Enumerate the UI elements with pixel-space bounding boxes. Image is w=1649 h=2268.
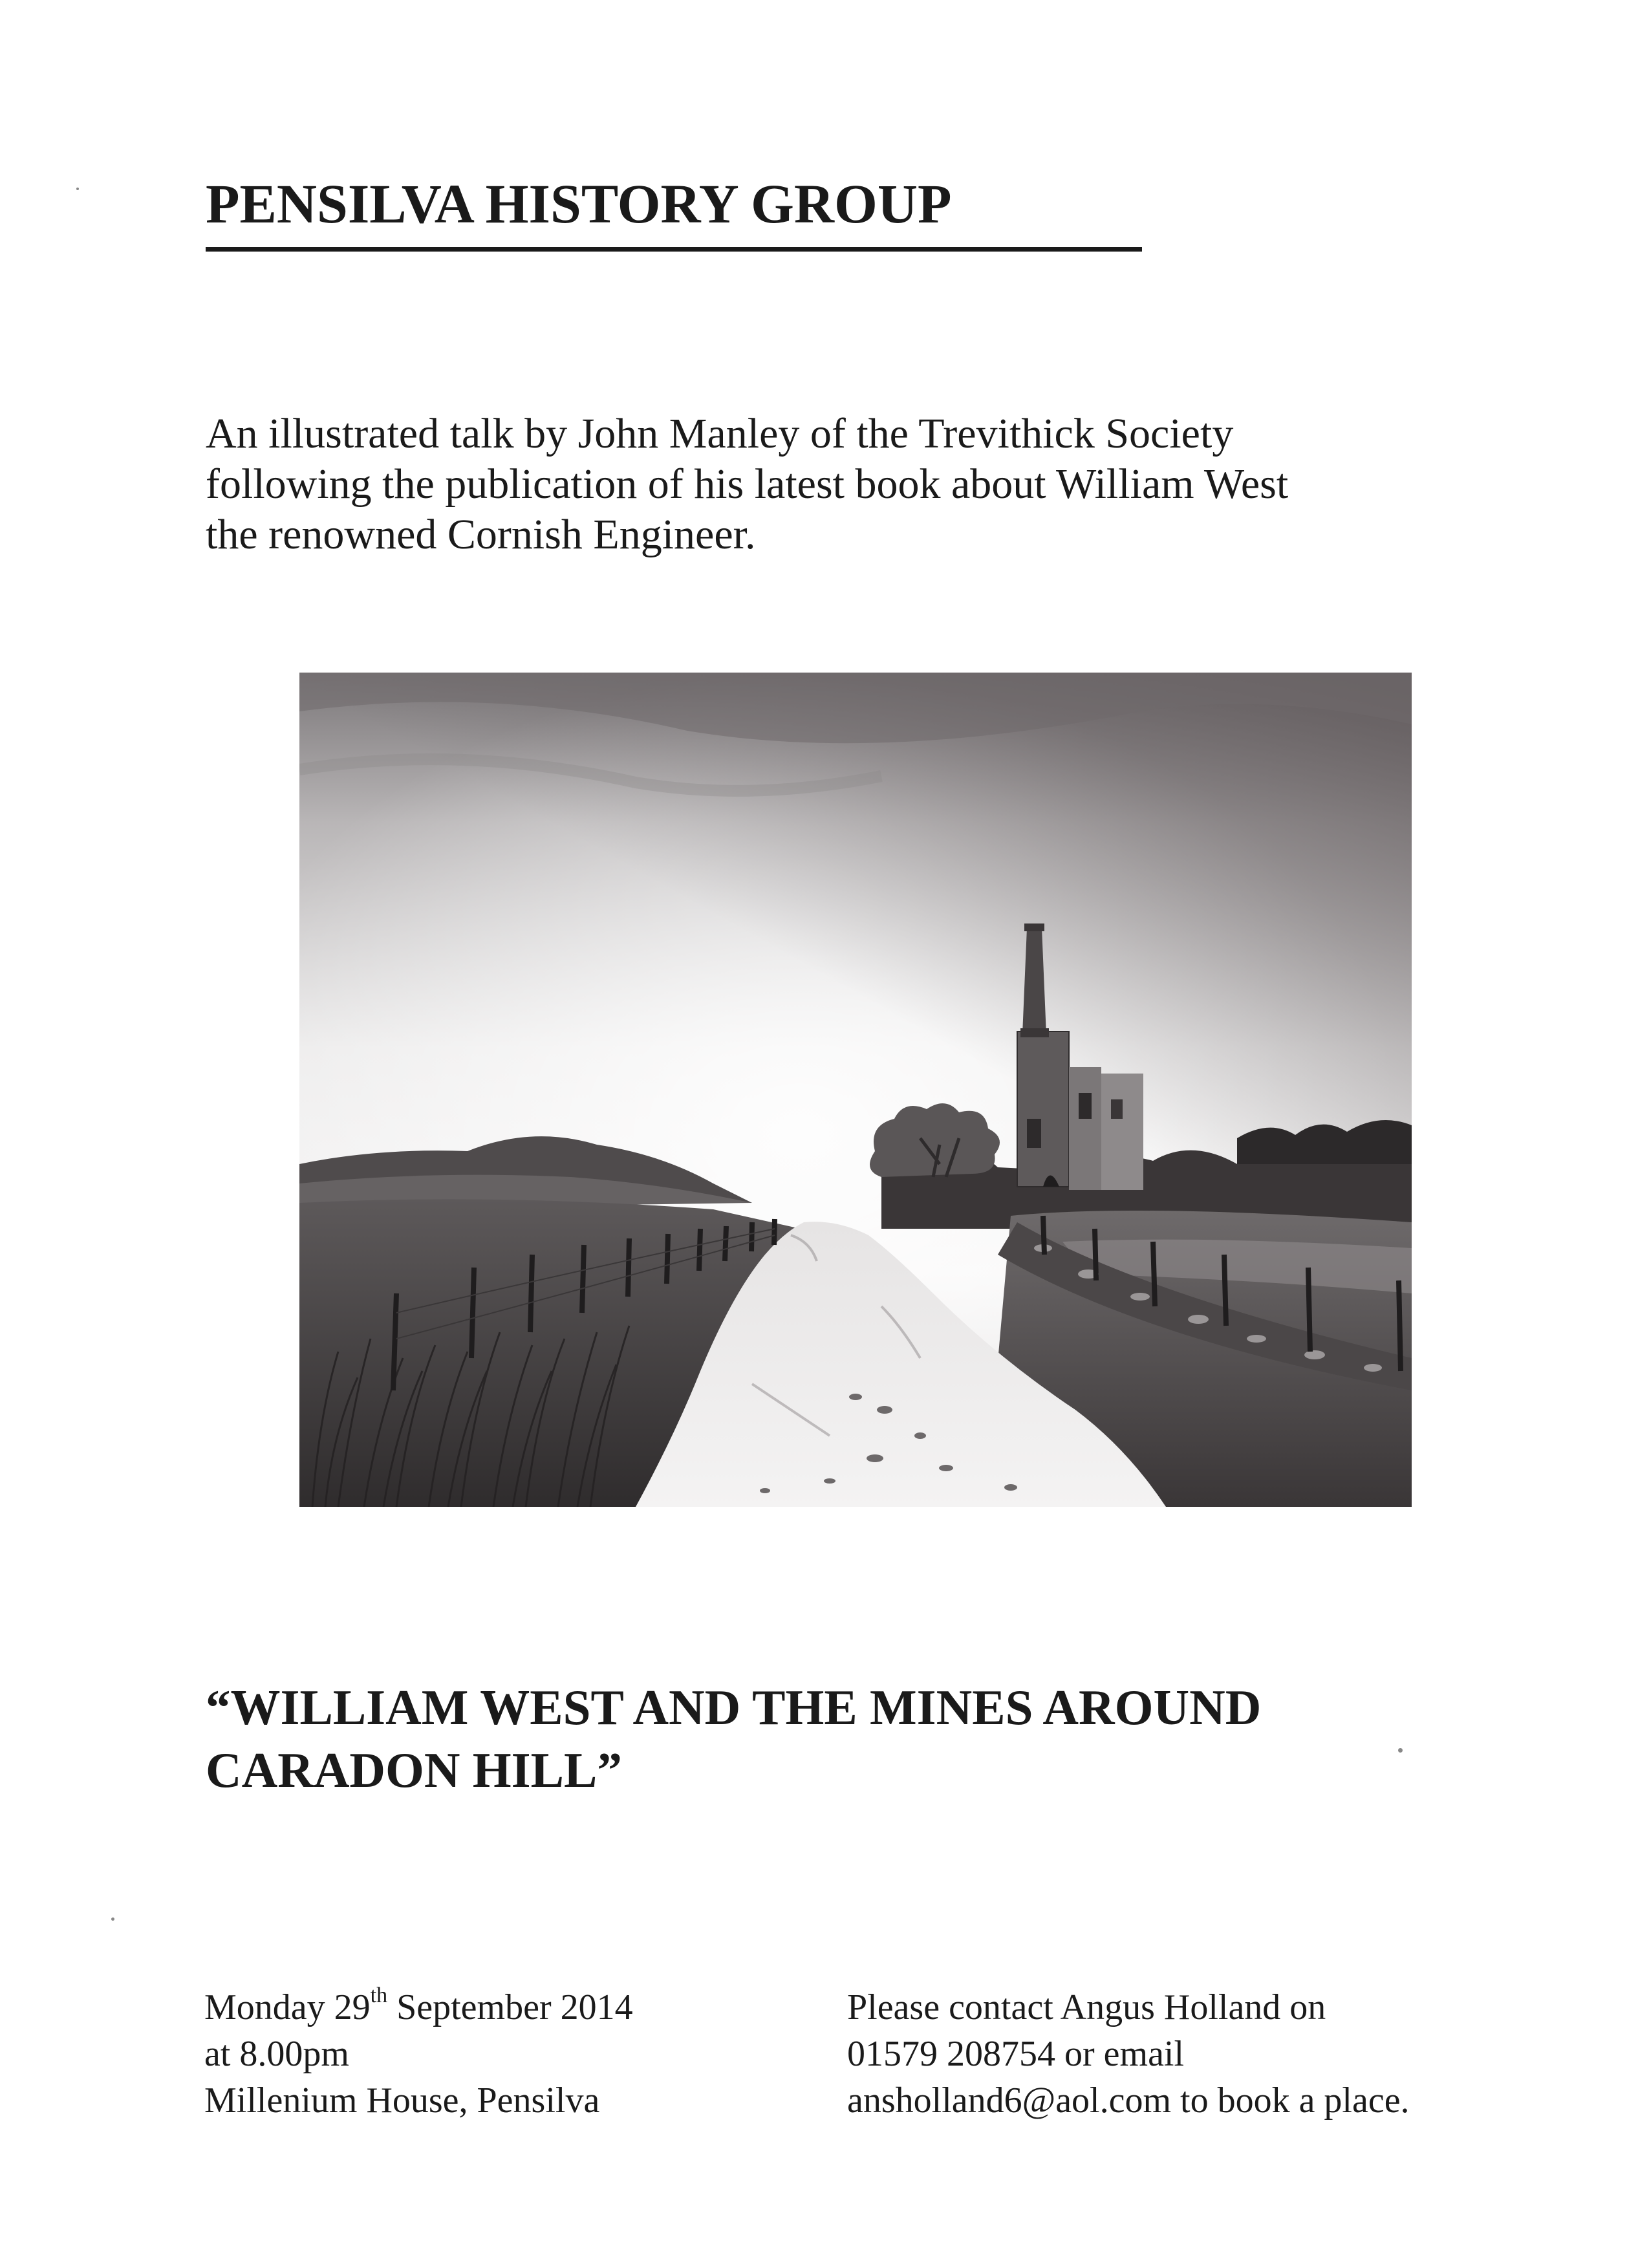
talk-title xyxy=(206,1676,1261,1802)
scan-speck xyxy=(111,1917,114,1921)
event-details xyxy=(204,1984,633,2124)
event-time: at 8.00pm xyxy=(204,2034,349,2074)
scan-speck xyxy=(1398,1748,1403,1753)
event-venue: Millenium House, Pensilva xyxy=(204,2080,600,2121)
contact-details xyxy=(847,1984,1410,2124)
event-date xyxy=(204,1984,633,2031)
intro-paragraph xyxy=(206,409,1499,560)
scan-speck xyxy=(76,188,79,190)
intro-line: the renowned Cornish Engineer. xyxy=(206,511,756,558)
contact-email-line: ansholland6@aol.com to book a place. xyxy=(847,2080,1410,2121)
event-month-year: September 2014 xyxy=(387,1987,633,2027)
contact-line: Please contact Angus Holland on xyxy=(847,1987,1326,2027)
engine-house-landscape-illustration xyxy=(299,673,1412,1507)
intro-line: An illustrated talk by John Manley of the Trevithick Society xyxy=(206,410,1234,457)
contact-phone: 01579 208754 or email xyxy=(847,2034,1185,2074)
event-day-suffix: th xyxy=(370,1983,388,2007)
event-day: Monday 29 xyxy=(204,1987,371,2027)
intro-line: following the publication of his latest book about William West xyxy=(206,460,1289,508)
talk-title-line: CARADON HILL” xyxy=(206,1742,622,1798)
talk-title-line: “WILLIAM WEST AND THE MINES AROUND xyxy=(206,1679,1262,1735)
title-underline xyxy=(206,247,1142,252)
page-title: PENSILVA HISTORY GROUP xyxy=(206,173,952,235)
